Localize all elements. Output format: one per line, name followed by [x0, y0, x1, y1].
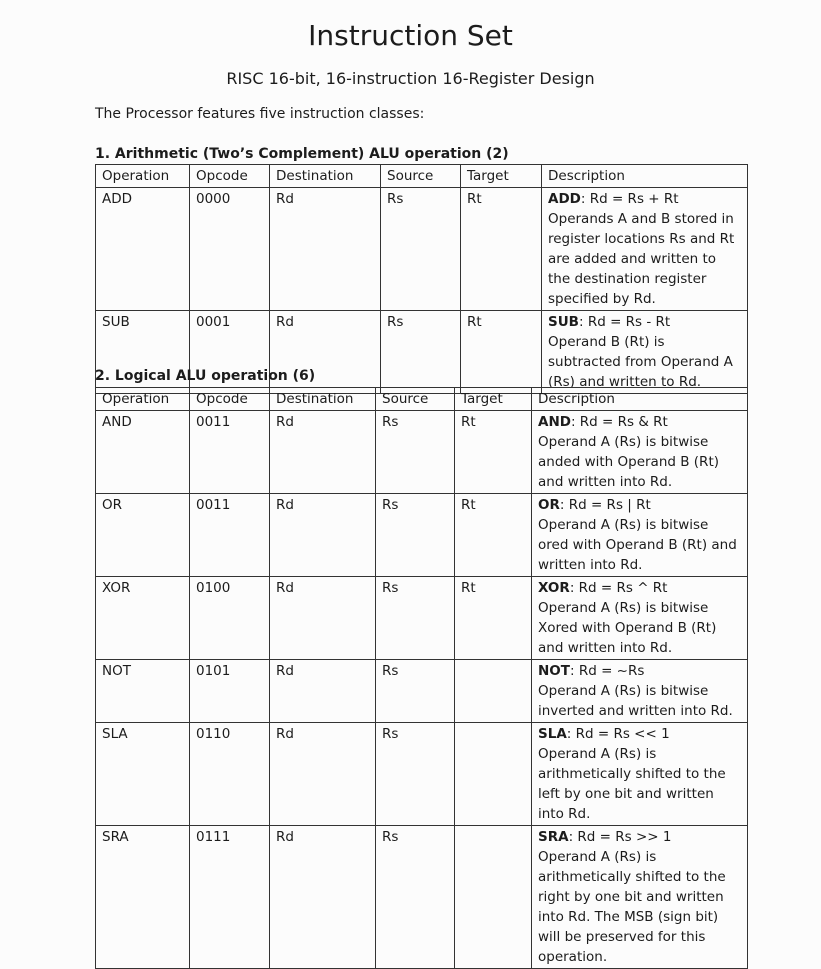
table-row [96, 411, 748, 494]
header-opcode: Opcode [190, 165, 270, 188]
instruction-name: SLA [538, 726, 567, 742]
source-cell: Rs [376, 826, 455, 969]
instruction-formula: : Rd = Rs - Rt [578, 314, 671, 330]
operation-cell: XOR [96, 577, 190, 660]
header-description: Description [532, 388, 748, 411]
operation-cell: NOT [96, 660, 190, 723]
intro-text: The Processor features five instruction classes: [95, 106, 425, 122]
instruction-description: Operand A (Rs) is bitwise anded with Operand B (Rt) and written into Rd. [538, 434, 719, 490]
arithmetic-table [95, 164, 748, 394]
opcode-cell: 0000 [190, 188, 270, 311]
opcode-cell: 0101 [190, 660, 270, 723]
table-row [96, 723, 748, 826]
table-row [96, 188, 748, 311]
destination-cell: Rd [270, 311, 381, 394]
header-destination: Destination [270, 388, 376, 411]
operation-cell: AND [96, 411, 190, 494]
target-cell: Rt [455, 494, 532, 577]
table-row [96, 826, 748, 969]
table-row [96, 577, 748, 660]
header-destination: Destination [270, 165, 381, 188]
destination-cell: Rd [270, 494, 376, 577]
instruction-name: SRA [538, 829, 569, 845]
description-cell [532, 826, 748, 969]
logical-table [95, 387, 748, 969]
instruction-description: Operands A and B stored in register locations Rs and Rt are added and written to the destination register specified by Rd. [548, 211, 735, 307]
target-cell: Rt [461, 311, 542, 394]
source-cell: Rs [376, 411, 455, 494]
instruction-name: AND [538, 414, 571, 430]
header-source: Source [381, 165, 461, 188]
source-cell: Rs [376, 723, 455, 826]
operation-cell: OR [96, 494, 190, 577]
instruction-formula: : Rd = Rs ^ Rt [569, 580, 668, 596]
operation-cell: ADD [96, 188, 190, 311]
instruction-name: OR [538, 497, 560, 513]
instruction-description: Operand A (Rs) is bitwise inverted and written into Rd. [538, 683, 733, 719]
instruction-formula: : Rd = Rs & Rt [570, 414, 668, 430]
target-cell [455, 660, 532, 723]
target-cell: Rt [455, 577, 532, 660]
opcode-cell: 0100 [190, 577, 270, 660]
instruction-name: SUB [548, 314, 579, 330]
header-opcode: Opcode [190, 388, 270, 411]
header-operation: Operation [96, 165, 190, 188]
instruction-name: ADD [548, 191, 581, 207]
target-cell [455, 826, 532, 969]
instruction-description: Operand A (Rs) is arithmetically shifted to the right by one bit and written into Rd. The MSB (sign bit) will be preserved for this operation. [538, 849, 726, 965]
instruction-formula: : Rd = Rs << 1 [566, 726, 670, 742]
instruction-description: Operand A (Rs) is arithmetically shifted to the left by one bit and written into Rd. [538, 746, 726, 822]
header-description: Description [542, 165, 748, 188]
source-cell: Rs [376, 494, 455, 577]
source-cell: Rs [376, 660, 455, 723]
source-cell: Rs [376, 577, 455, 660]
page-title: Instruction Set [308, 19, 513, 52]
description-cell [532, 577, 748, 660]
instruction-description: Operand A (Rs) is bitwise ored with Operand B (Rt) and written into Rd. [538, 517, 737, 573]
opcode-cell: 0111 [190, 826, 270, 969]
description-cell [542, 188, 748, 311]
section-heading-arithmetic: 1. Arithmetic (Two’s Complement) ALU operation (2) [95, 146, 509, 162]
instruction-description: Operand B (Rt) is subtracted from Operand A (Rs) and written to Rd. [548, 334, 733, 390]
table-header-row [96, 165, 748, 188]
destination-cell: Rd [270, 723, 376, 826]
header-source: Source [376, 388, 455, 411]
instruction-formula: : Rd = Rs + Rt [580, 191, 679, 207]
destination-cell: Rd [270, 660, 376, 723]
section-heading-logical: 2. Logical ALU operation (6) [95, 368, 316, 384]
description-cell [542, 311, 748, 394]
table-header-row [96, 388, 748, 411]
destination-cell: Rd [270, 826, 376, 969]
table-row [96, 494, 748, 577]
description-cell [532, 723, 748, 826]
destination-cell: Rd [270, 577, 376, 660]
description-cell [532, 660, 748, 723]
header-operation: Operation [96, 388, 190, 411]
instruction-formula: : Rd = ~Rs [569, 663, 645, 679]
opcode-cell: 0011 [190, 411, 270, 494]
description-cell [532, 494, 748, 577]
instruction-name: XOR [538, 580, 570, 596]
destination-cell: Rd [270, 188, 381, 311]
operation-cell: SLA [96, 723, 190, 826]
operation-cell: SUB [96, 311, 190, 394]
source-cell: Rs [381, 311, 461, 394]
destination-cell: Rd [270, 411, 376, 494]
instruction-formula: : Rd = Rs >> 1 [568, 829, 672, 845]
page-subtitle: RISC 16-bit, 16-instruction 16-Register Design [226, 69, 595, 88]
instruction-description: Operand A (Rs) is bitwise Xored with Operand B (Rt) and written into Rd. [538, 600, 717, 656]
opcode-cell: 0001 [190, 311, 270, 394]
opcode-cell: 0011 [190, 494, 270, 577]
opcode-cell: 0110 [190, 723, 270, 826]
source-cell: Rs [381, 188, 461, 311]
instruction-formula: : Rd = Rs | Rt [559, 497, 651, 513]
instruction-name: NOT [538, 663, 570, 679]
target-cell [455, 723, 532, 826]
table-row [96, 660, 748, 723]
operation-cell: SRA [96, 826, 190, 969]
header-target: Target [455, 388, 532, 411]
target-cell: Rt [455, 411, 532, 494]
description-cell [532, 411, 748, 494]
header-target: Target [461, 165, 542, 188]
target-cell: Rt [461, 188, 542, 311]
